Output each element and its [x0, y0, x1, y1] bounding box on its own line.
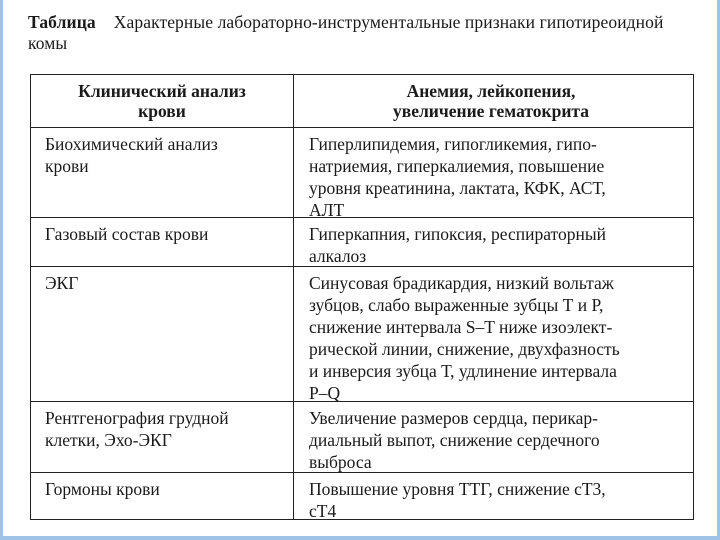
table-caption: [28, 12, 698, 54]
row-label: Биохимический анализ крови: [45, 134, 218, 176]
row-value: Синусовая брадикардия, низкий вольтаж зубцов, слабо выраженные зубцы Т и Р, снижение интервала S–T ниже изоэлект- рической линии, снижение, двухфазность и инверсия зубца Т, удлинение интервала P–Q: [309, 273, 620, 403]
caption-text: Характерные лабораторно-инструментальные признаки гипотиреоидной комы: [28, 12, 664, 53]
row-value: Увеличение размеров сердца, перикар- диальный выпот, снижение сердечного выброса: [309, 408, 600, 472]
table-header-row: [31, 75, 693, 127]
table-row: [31, 218, 693, 266]
signs-table: [30, 74, 694, 520]
row-value: Повышение уровня ТТГ, снижение сТ3, сТ4: [309, 479, 606, 521]
header-cell-right: Анемия, лейкопения, увеличение гематокрита: [393, 81, 589, 121]
table-row: [31, 402, 693, 472]
row-label: Газовый состав крови: [45, 224, 209, 244]
table-row: [31, 267, 693, 401]
row-label: ЭКГ: [45, 273, 79, 293]
table-row: [31, 128, 693, 220]
table-row: [31, 473, 693, 519]
row-label: Гормоны крови: [45, 479, 160, 499]
row-value: Гиперлипидемия, гипогликемия, гипо- натриемия, гиперкалиемия, повышение уровня креатинина, лактата, КФК, АСТ, АЛТ: [309, 134, 606, 220]
row-value: Гиперкапния, гипоксия, респираторный алкалоз: [309, 224, 606, 266]
caption-label: Таблица: [28, 12, 96, 32]
row-label: Рентгенография грудной клетки, Эхо-ЭКГ: [45, 408, 229, 450]
header-cell-left: Клинический анализ крови: [78, 81, 246, 121]
